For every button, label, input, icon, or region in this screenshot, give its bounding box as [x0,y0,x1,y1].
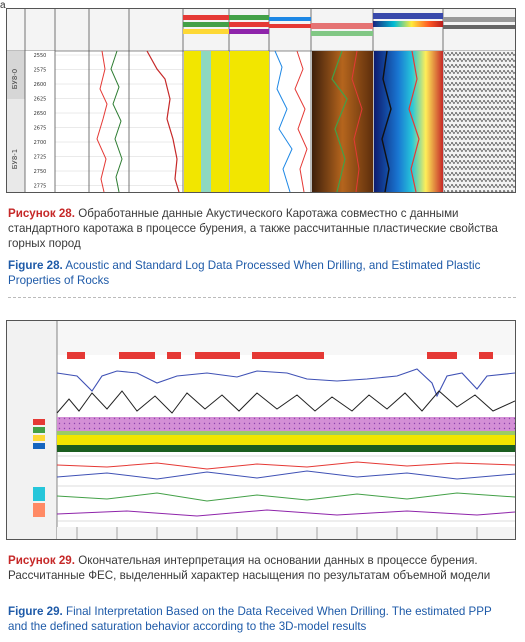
figure29-text-en: Final Interpretation Based on the Data Received When Drilling. The estimated PPP and the defined saturation behavior according to the 3D-model results [8,605,492,633]
interpretation-log-panel [6,320,516,540]
figure29-caption-ru [8,553,508,583]
figure28-label-en: Figure 28. [8,259,63,272]
zone-label-bottom: БУ8-1 [11,148,19,170]
figure28-label-ru: Рисунок 28. [8,207,75,220]
figure29-label-en: Figure 29. [8,605,63,618]
depth-tick-label: 2700 [33,140,47,146]
depth-tick-label: 2550 [33,53,47,59]
figure-index-letter: a [0,0,6,11]
acoustic-log-panel [6,8,516,193]
zone-label-top: БУ8-0 [11,68,19,90]
depth-tick-label: 2750 [33,169,47,175]
section-divider [8,297,516,298]
depth-tick-label: 2675 [33,125,47,132]
figure28-caption-en [8,258,508,288]
figure28-text-ru: Обработанные данные Акустического Каротажа совместно с данными стандартного каротажа в процессе бурения, а также рассчитанные пластические свойства горных пород [8,207,498,250]
figure28-caption-ru [8,206,508,251]
depth-tick-label: 2575 [33,67,47,74]
figure29-label-ru: Рисунок 29. [8,554,75,567]
depth-tick-label: 2600 [33,82,47,88]
depth-tick-label: 2650 [33,111,47,117]
interpretation-log-graphic [7,321,515,539]
acoustic-log-graphic [7,9,515,192]
figure29-caption-en [8,604,508,634]
figure29-text-ru: Окончательная интерпретация на основании данных в процессе бурения. Рассчитанные ФЕС, выделенный характер насыщения по результатам объемной модели [8,554,491,582]
depth-tick-label: 2625 [33,96,47,103]
depth-tick-label: 2725 [33,154,47,161]
depth-tick-label: 2775 [33,183,47,190]
figure28-text-en: Acoustic and Standard Log Data Processed When Drilling, and Estimated Plastic Properties of Rocks [8,259,481,287]
